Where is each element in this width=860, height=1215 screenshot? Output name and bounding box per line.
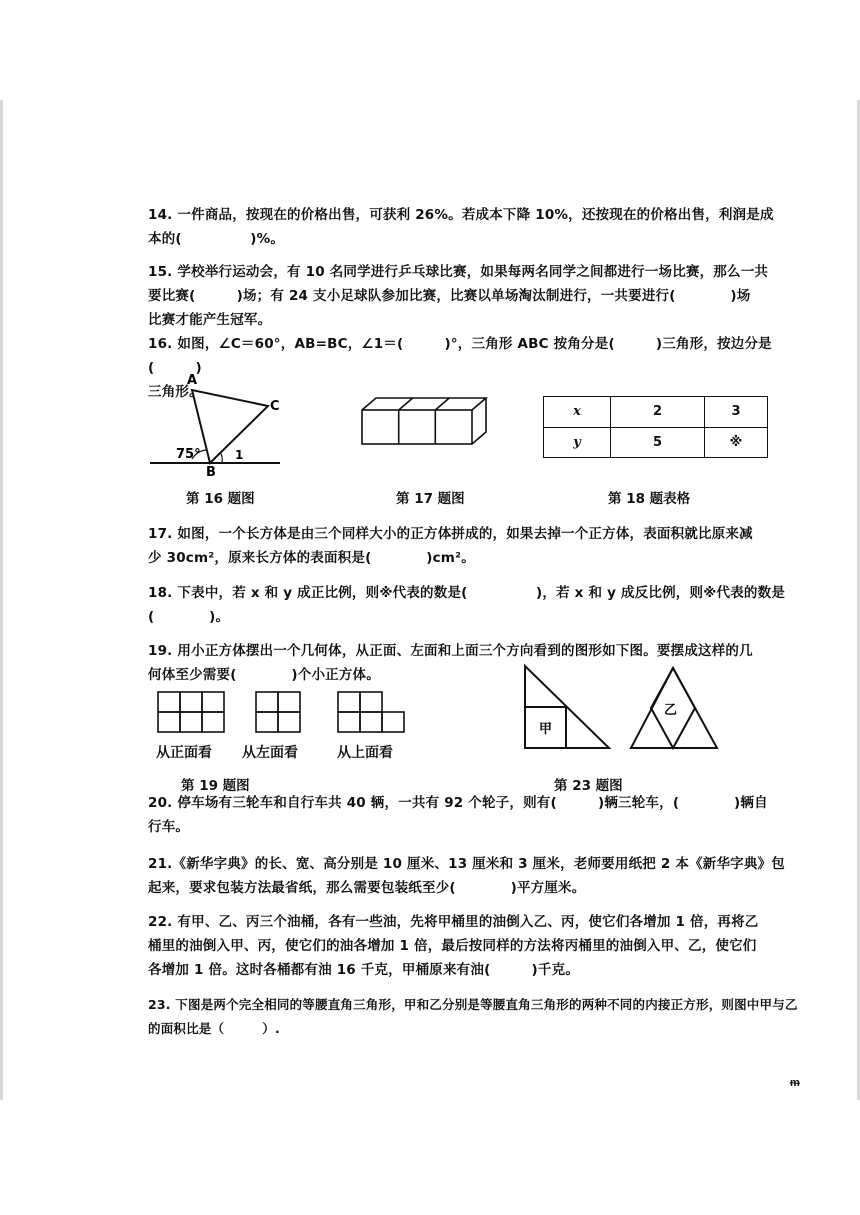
page-corner-marker: ᵯ bbox=[790, 1076, 800, 1089]
view-left bbox=[254, 690, 302, 735]
table-cell: 5 bbox=[611, 427, 705, 458]
cuboid-front-face bbox=[362, 410, 472, 444]
question-20-line-2: 行车。 bbox=[148, 819, 190, 835]
question-14 bbox=[148, 203, 808, 251]
question-17-line-2: 少 30cm²，原来长方体的表面积是( )cm²。 bbox=[148, 550, 475, 566]
question-21-line-1: 21.《新华字典》的长、宽、高分别是 10 厘米、13 厘米和 3 厘米，老师要用纸把 2 本《新华字典》包 bbox=[148, 856, 785, 872]
triangle-abc bbox=[192, 390, 268, 463]
label-jia: 甲 bbox=[539, 722, 553, 737]
label-c: C bbox=[270, 399, 280, 414]
table-row bbox=[544, 427, 768, 458]
question-15-line-2: 要比赛( )场；有 24 支小足球队参加比赛，比赛以单场淘汰制进行，一共要进行( )场 bbox=[148, 288, 751, 304]
figure-17-cuboid bbox=[358, 394, 493, 450]
question-23-line-1: 23. 下图是两个完全相同的等腰直角三角形，甲和乙分别是等腰直角三角形的两种不同的内接正方形，则图中甲与乙 bbox=[148, 997, 798, 1012]
question-19-line-2: 何体至少需要( )个小正方体。 bbox=[148, 667, 380, 683]
figure-23-triangle-jia bbox=[520, 662, 615, 754]
question-15-line-3: 比赛才能产生冠军。 bbox=[148, 312, 272, 328]
question-23 bbox=[148, 993, 808, 1041]
top-divider-1 bbox=[399, 398, 413, 410]
label-b: B bbox=[206, 465, 216, 480]
table-row bbox=[544, 397, 768, 428]
table-cell: 3 bbox=[705, 397, 768, 428]
figure-18-caption: 第 18 题表格 bbox=[608, 491, 691, 507]
question-22-line-1: 22. 有甲、乙、丙三个油桶，各有一些油，先将甲桶里的油倒入乙、丙，使它们各增加 1 倍，再将乙 bbox=[148, 914, 759, 930]
question-15-line-1: 15. 学校举行运动会，有 10 名同学进行乒乓球比赛，如果每两名同学之间都进行一场比赛，那么一共 bbox=[148, 264, 769, 280]
label-yi: 乙 bbox=[664, 703, 678, 718]
question-22-line-3: 各增加 1 倍。这时各桶都有油 16 千克，甲桶原来有油( )千克。 bbox=[148, 962, 580, 978]
question-17 bbox=[148, 522, 808, 570]
angle-1-arc bbox=[220, 452, 222, 463]
view-label-top: 从上面看 bbox=[337, 745, 393, 761]
view-label-front: 从正面看 bbox=[156, 745, 212, 761]
figure-19-caption: 第 19 题图 bbox=[181, 778, 250, 794]
question-16-line-1: 16. 如图，∠C＝60°，AB=BC，∠1＝( )°，三角形 ABC 按角分是( )三角形，按边分是( ) bbox=[148, 336, 772, 376]
question-23-line-2: 的面积比是（ ）. bbox=[148, 1021, 280, 1036]
table-cell: y bbox=[544, 427, 611, 458]
figure-23-triangle-yi bbox=[626, 662, 721, 754]
question-18 bbox=[148, 581, 808, 629]
question-22-line-2: 桶里的油倒入甲、丙，使它们的油各增加 1 倍，最后按同样的方法将丙桶里的油倒入甲、乙，使它们 bbox=[148, 938, 757, 954]
question-20 bbox=[148, 791, 808, 839]
cuboid-top-face bbox=[362, 398, 486, 410]
view-top bbox=[336, 690, 406, 735]
question-18-line-2: ( )。 bbox=[148, 609, 230, 625]
question-14-line-2: 本的( )%。 bbox=[148, 231, 285, 247]
question-19-line-1: 19. 用小正方体摆出一个几何体，从正面、左面和上面三个方向看到的图形如下图。要摆成这样的几 bbox=[148, 643, 753, 659]
angle-75-label: 75° bbox=[176, 447, 201, 462]
question-18-line-1: 18. 下表中，若 x 和 y 成正比例，则※代表的数是( )，若 x 和 y 成反比例，则※代表的数是 bbox=[148, 585, 786, 601]
question-21 bbox=[148, 852, 808, 900]
figure-23-caption: 第 23 题图 bbox=[554, 778, 623, 794]
angle-1-label: 1 bbox=[235, 448, 244, 462]
top-divider-2 bbox=[435, 398, 449, 410]
table-cell: x bbox=[544, 397, 611, 428]
question-22 bbox=[148, 910, 808, 982]
figure-16-triangle bbox=[140, 368, 290, 478]
view-label-left: 从左面看 bbox=[242, 745, 298, 761]
question-21-line-2: 起来，要求包装方法最省纸，那么需要包装纸至少( )平方厘米。 bbox=[148, 880, 586, 896]
question-16-line-2: 三角形。 bbox=[148, 384, 203, 400]
scan-edge-left bbox=[0, 100, 3, 1100]
table-cell: ※ bbox=[705, 427, 768, 458]
view-front bbox=[156, 690, 226, 735]
table-cell: 2 bbox=[611, 397, 705, 428]
label-a: A bbox=[187, 373, 198, 388]
figure-16-caption: 第 16 题图 bbox=[186, 491, 255, 507]
figure-17-caption: 第 17 题图 bbox=[396, 491, 465, 507]
question-20-line-1: 20. 停车场有三轮车和自行车共 40 辆，一共有 92 个轮子，则有( )辆三轮车，( )辆自 bbox=[148, 795, 768, 811]
question-14-line-1: 14. 一件商品，按现在的价格出售，可获利 26%。若成本下降 10%，还按现在的价格出售，利润是成 bbox=[148, 207, 774, 223]
figure-18-table bbox=[543, 396, 768, 458]
question-17-line-1: 17. 如图，一个长方体是由三个同样大小的正方体拼成的，如果去掉一个正方体，表面积就比原来减 bbox=[148, 526, 753, 542]
question-15 bbox=[148, 260, 808, 332]
